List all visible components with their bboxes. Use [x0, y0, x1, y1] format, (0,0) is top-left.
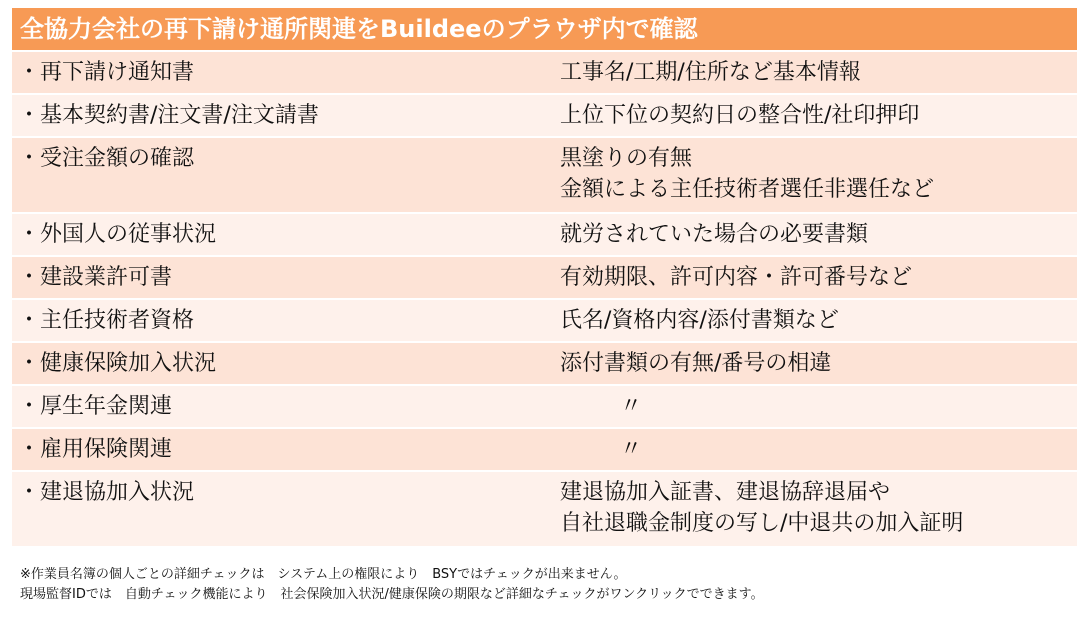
item-detail [556, 138, 1077, 212]
footnote: 現場監督IDでは 自動チェック機能により 社会保険加入状況/健康保険の期限など詳細なチェックがワンクリックでできます。 [20, 587, 764, 602]
item-label: ・外国人の従事状況 [18, 222, 217, 247]
detail-line: 氏名/資格内容/添付書類など [560, 308, 839, 333]
footnotes [20, 565, 764, 605]
table-row [12, 300, 1077, 343]
item-label: ・再下請け通知書 [18, 60, 195, 85]
item-detail [556, 214, 1077, 255]
item-label: ・建設業許可書 [18, 265, 173, 290]
table-row [12, 386, 1077, 429]
detail-line: 建退協加入証書、建退協辞退届や [560, 480, 891, 505]
table-row [12, 52, 1077, 95]
item-detail [556, 386, 1077, 427]
table-row [12, 472, 1077, 548]
table-row [12, 138, 1077, 214]
item-detail [556, 52, 1077, 93]
item-detail [556, 343, 1077, 384]
item-label: ・主任技術者資格 [18, 308, 195, 333]
detail-line: 金額による主任技術者選任非選任など [560, 177, 935, 202]
detail-line: 上位下位の契約日の整合性/社印押印 [560, 103, 920, 128]
item-label: ・受注金額の確認 [18, 146, 195, 171]
table-row [12, 214, 1077, 257]
table-row [12, 343, 1077, 386]
item-detail [556, 95, 1077, 136]
table-title: 全協力会社の再下請け通所関連をBuildeeのプラウザ内で確認 [12, 8, 1077, 52]
check-items-table [12, 8, 1077, 548]
detail-line: 添付書類の有無/番号の相違 [560, 351, 832, 376]
item-label: ・基本契約書/注文書/注文請書 [18, 103, 319, 128]
item-detail [556, 472, 1077, 546]
table-row [12, 95, 1077, 138]
table-row [12, 257, 1077, 300]
item-detail [556, 429, 1077, 470]
detail-line: 就労されていた場合の必要書類 [560, 222, 869, 247]
item-label: ・厚生年金関連 [18, 394, 173, 419]
detail-line: 黒塗りの有無 [560, 146, 693, 171]
detail-line: 工事名/工期/住所など基本情報 [560, 60, 861, 85]
footnote: ※作業員名簿の個人ごとの詳細チェックは システム上の権限により BSYではチェックが出来ません。 [20, 567, 627, 582]
item-label: ・建退協加入状況 [18, 480, 195, 505]
ditto-mark: 〃 [620, 437, 643, 462]
item-label: ・雇用保険関連 [18, 437, 173, 462]
item-detail [556, 300, 1077, 341]
detail-line: 自社退職金制度の写し/中退共の加入証明 [560, 511, 964, 536]
item-detail [556, 257, 1077, 298]
item-label: ・健康保険加入状況 [18, 351, 217, 376]
table-row [12, 429, 1077, 472]
ditto-mark: 〃 [620, 394, 643, 419]
detail-line: 有効期限、許可内容・許可番号など [560, 265, 913, 290]
